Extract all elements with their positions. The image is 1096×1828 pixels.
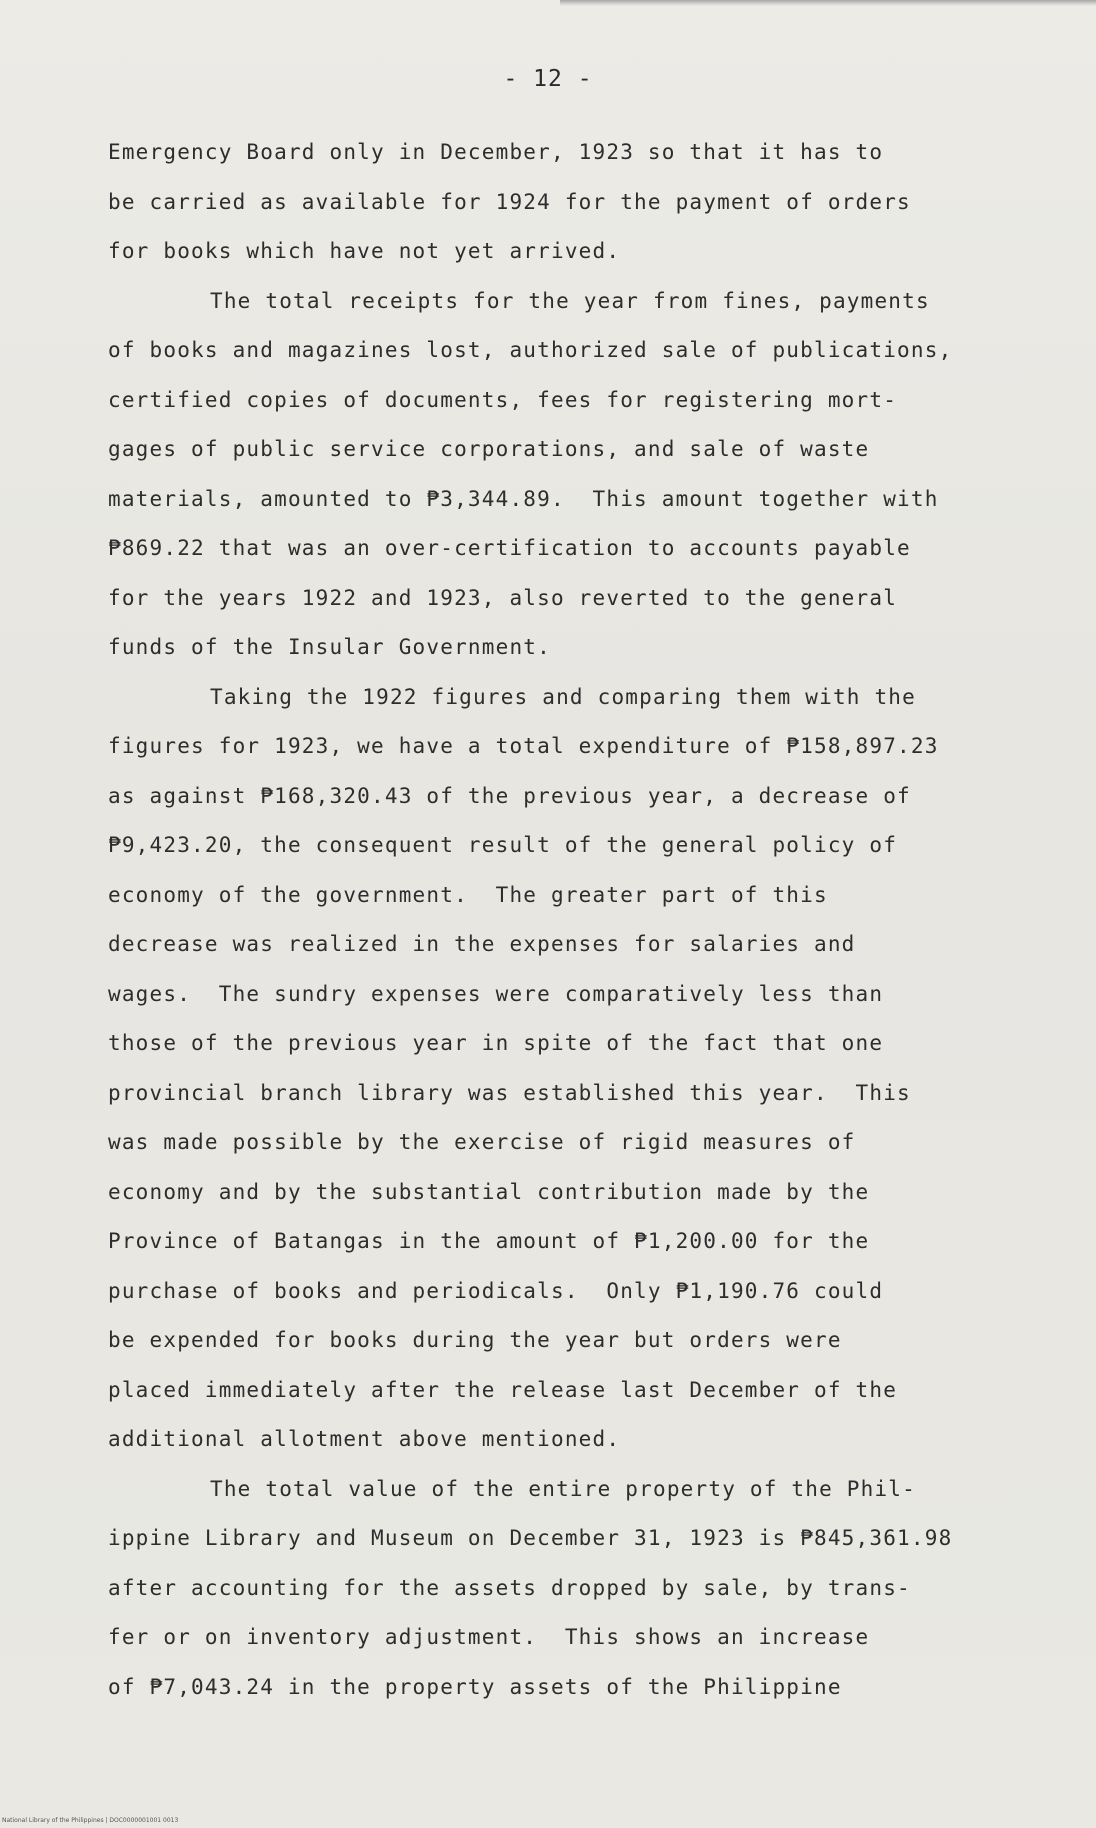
text-line: materials, amounted to ₱3,344.89. This amount together with [108, 486, 939, 511]
page-edge-shadow [560, 0, 1096, 6]
text-line: economy and by the substantial contribution made by the [108, 1179, 870, 1204]
text-line: Emergency Board only in December, 1923 so that it has to [108, 140, 884, 164]
text-line: decrease was realized in the expenses for salaries and [108, 932, 856, 956]
text-line: provincial branch library was established this year. This [108, 1080, 911, 1105]
typed-body-text [108, 128, 1068, 1712]
text-line: figures for 1923, we have a total expenditure of ₱158,897.23 [108, 734, 939, 758]
text-line: be carried as available for 1924 for the payment of orders [108, 189, 911, 214]
text-line: for books which have not yet arrived. [108, 239, 621, 263]
page-number: - 12 - [503, 66, 593, 92]
text-line: purchase of books and periodicals. Only ₱1,190.76 could [108, 1278, 884, 1303]
text-line: economy of the government. The greater part of this [108, 882, 828, 907]
text-line: gages of public service corporations, and sale of waste [108, 437, 870, 461]
text-line: ippine Library and Museum on December 31, 1923 is ₱845,361.98 [108, 1526, 953, 1550]
text-line: The total receipts for the year from fines, payments [210, 288, 930, 313]
text-line: be expended for books during the year but orders were [108, 1328, 842, 1352]
footer-credit: National Library of the Philippines | DOC0000001001 0013 [2, 1817, 179, 1824]
text-line: of books and magazines lost, authorized sale of publications, [108, 338, 953, 362]
text-line: certified copies of documents, fees for registering mort- [108, 387, 898, 412]
text-line: fer or on inventory adjustment. This shows an increase [108, 1625, 870, 1649]
text-line: ₱869.22 that was an over-certification to accounts payable [108, 536, 911, 560]
text-line: Taking the 1922 figures and comparing them with the [210, 684, 916, 709]
text-line: those of the previous year in spite of the fact that one [108, 1031, 884, 1055]
text-line: as against ₱168,320.43 of the previous year, a decrease of [108, 783, 911, 808]
text-line: ₱9,423.20, the consequent result of the general policy of [108, 833, 898, 857]
text-line: additional allotment above mentioned. [108, 1427, 621, 1451]
text-line: placed immediately after the release last December of the [108, 1377, 898, 1402]
text-line: of ₱7,043.24 in the property assets of the Philippine [108, 1674, 842, 1699]
text-line: wages. The sundry expenses were comparatively less than [108, 981, 884, 1006]
text-line: funds of the Insular Government. [108, 635, 551, 659]
text-line: after accounting for the assets dropped by sale, by trans- [108, 1575, 911, 1600]
text-line: was made possible by the exercise of rigid measures of [108, 1130, 856, 1154]
text-line: The total value of the entire property of the Phil- [210, 1476, 916, 1501]
text-line: for the years 1922 and 1923, also reverted to the general [108, 585, 898, 610]
text-line: Province of Batangas in the amount of ₱1,200.00 for the [108, 1229, 870, 1253]
